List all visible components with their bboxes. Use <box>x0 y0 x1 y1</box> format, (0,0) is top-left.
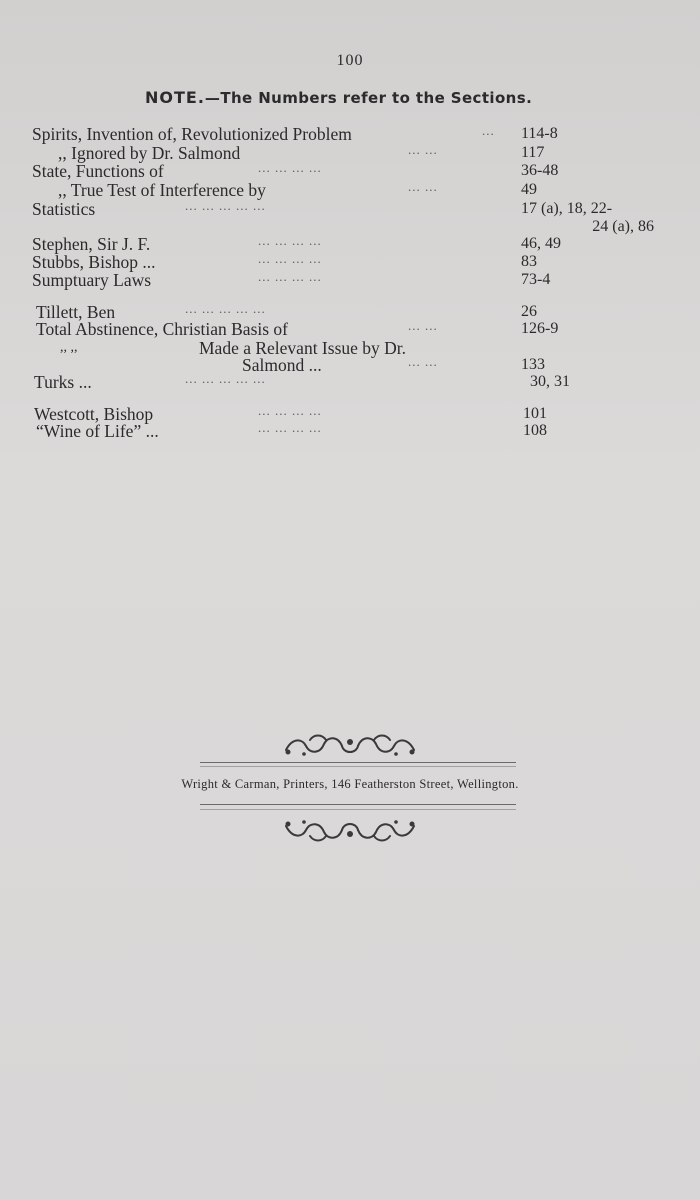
index-reference: 133 <box>521 356 545 373</box>
leader-dots: ... ... ... ... ... <box>185 198 266 213</box>
index-reference: 108 <box>523 422 547 439</box>
leader-dots: ... ... <box>408 354 438 369</box>
leader-dots: ... ... ... ... <box>258 420 322 435</box>
top-ornament <box>0 730 700 762</box>
index-entry-text: Salmond ... <box>242 355 322 375</box>
index-row <box>0 253 700 271</box>
index-row <box>0 271 700 289</box>
scroll-ornament-icon <box>280 812 420 844</box>
leader-dots: ... ... ... ... <box>258 160 322 175</box>
index-reference-continued: 24 (a), 86 <box>592 218 654 235</box>
leader-dots: ... ... <box>408 318 438 333</box>
index-note <box>145 88 532 107</box>
index-reference: 36-48 <box>521 162 559 179</box>
index-entry-text: Statistics <box>32 199 96 219</box>
divider-rule <box>200 766 516 767</box>
index-reference: 30, 31 <box>530 373 570 390</box>
index-entry-ditto: ,, ,, <box>60 340 78 355</box>
index-entry-text: ,, True Test of Interference by <box>58 180 266 200</box>
index-entry-text: Stubbs, Bishop ... <box>32 252 156 272</box>
index-reference: 46, 49 <box>521 235 561 252</box>
note-lead: NOTE. <box>145 88 205 107</box>
index-row <box>0 235 700 253</box>
leader-dots: ... ... ... ... ... <box>185 371 266 386</box>
leader-dots: ... <box>482 123 495 138</box>
index-reference: 73-4 <box>521 271 551 288</box>
index-row <box>0 356 700 374</box>
index-entry-text: Westcott, Bishop <box>34 404 154 424</box>
index-reference: 126-9 <box>521 320 559 337</box>
index-entry-text: State, Functions of <box>32 161 164 181</box>
index-reference: 114-8 <box>521 125 558 142</box>
index-entry-text: Tillett, Ben <box>36 302 116 322</box>
divider-rule <box>200 804 516 805</box>
index-reference: 26 <box>521 303 537 320</box>
note-text: —The Numbers refer to the Sections. <box>204 89 533 107</box>
index-row <box>0 144 700 162</box>
leader-dots: ... ... ... ... <box>258 233 322 248</box>
index-entry-text: Stephen, Sir J. F. <box>32 234 151 254</box>
divider-rule <box>200 762 516 763</box>
index-row <box>0 422 700 440</box>
index-reference: 17 (a), 18, 22- <box>521 200 613 217</box>
leader-dots: ... ... ... ... <box>258 403 322 418</box>
index-entry-text: Turks ... <box>34 372 92 392</box>
leader-dots: ... ... ... ... <box>258 251 322 266</box>
index-row <box>0 181 700 199</box>
leader-dots: ... ... ... ... <box>258 269 322 284</box>
index-reference: 83 <box>521 253 537 270</box>
index-reference: 49 <box>521 181 537 198</box>
index-entry-text: Made a Relevant Issue by Dr. <box>199 338 407 358</box>
index-entry-text: ,, Ignored by Dr. Salmond <box>58 143 241 163</box>
index-row <box>0 162 700 180</box>
scroll-ornament-icon <box>280 730 420 762</box>
bottom-ornament <box>0 812 700 844</box>
leader-dots: ... ... <box>408 142 438 157</box>
index-entry-text: “Wine of Life” ... <box>36 421 159 441</box>
index-row <box>0 200 700 218</box>
printer-imprint: Wright & Carman, Printers, 146 Featherston Street, Wellington. <box>181 777 519 791</box>
leader-dots: ... ... <box>408 179 438 194</box>
index-entry-text: Total Abstinence, Christian Basis of <box>36 319 289 339</box>
page-number: 100 <box>336 52 364 69</box>
index-row <box>0 125 700 143</box>
index-reference: 101 <box>523 405 547 422</box>
index-entry-text: Spirits, Invention of, Revolutionized Problem <box>32 124 352 144</box>
divider-rule <box>200 809 516 810</box>
leader-dots: ... ... ... ... ... <box>185 301 266 316</box>
subject-index <box>0 125 700 455</box>
index-row <box>0 373 700 391</box>
index-reference: 117 <box>521 144 545 161</box>
index-row <box>0 320 700 338</box>
index-row <box>0 339 700 357</box>
index-entry-text: Sumptuary Laws <box>32 270 152 290</box>
